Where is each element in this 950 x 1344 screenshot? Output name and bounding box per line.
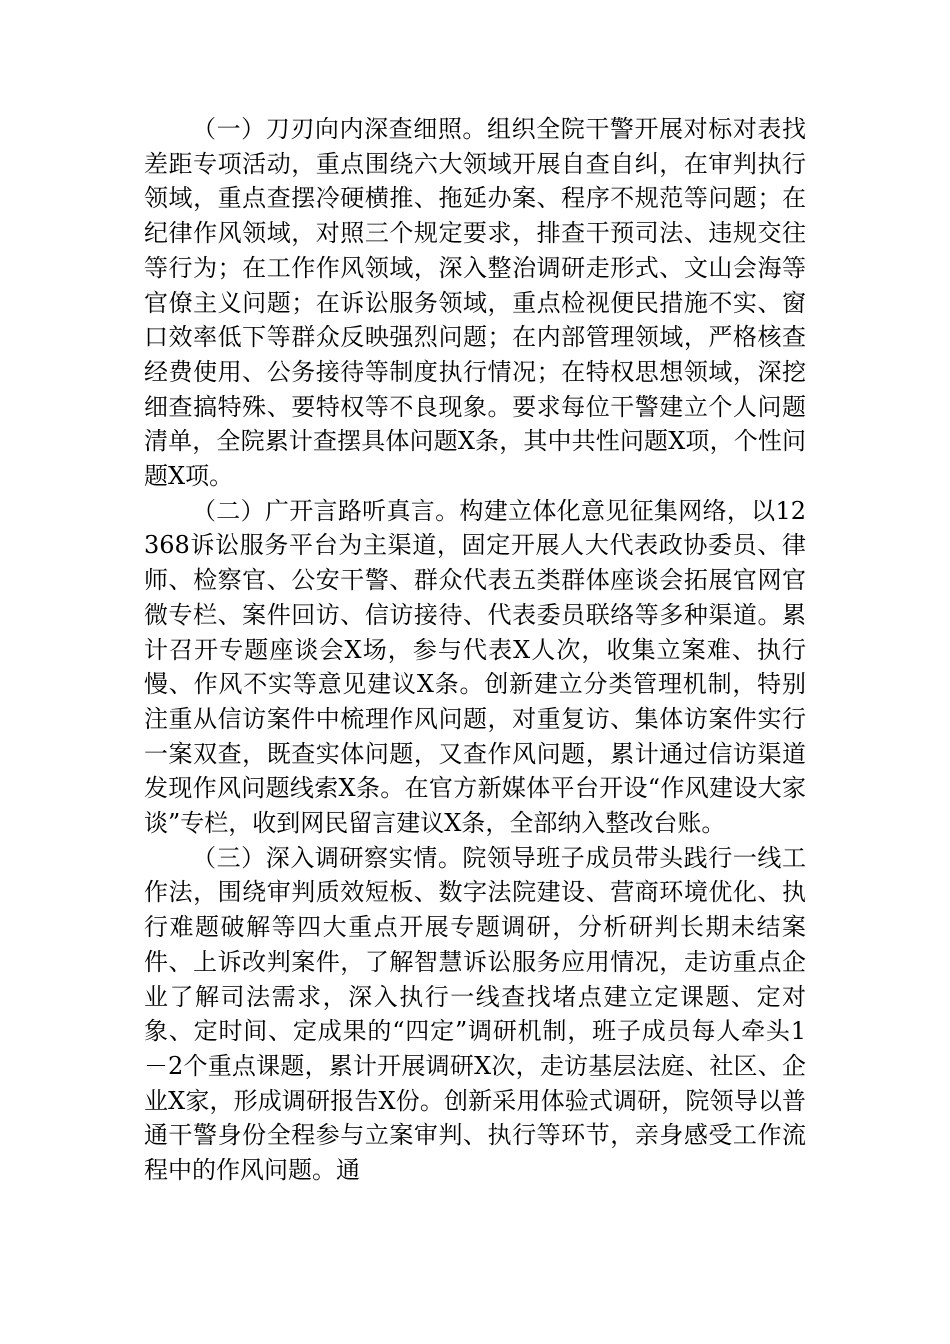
- paragraph-3: （三）深入调研察实情。院领导班子成员带头践行一线工作法，围绕审判质效短板、数字法院建设、营商环境优化、执行难题破解等四大重点开展专题调研，分析研判长期未结案件、上诉改判案件，了解智慧诉讼服务应用情况，走访重点企业了解司法需求，深入执行一线查找堵点建立定课题、定对象、定时间、定成果的“四定”调研机制，班子成员每人牵头1－2个重点课题，累计开展调研X次，走访基层法庭、社区、企业X家，形成调研报告X份。创新采用体验式调研，院领导以普通干警身份全程参与立案审判、执行等环节，亲身感受工作流程中的作风问题。通: [144, 843, 806, 1185]
- paragraph-2: （二）广开言路听真言。构建立体化意见征集网络，以12368诉讼服务平台为主渠道，固定开展人大代表政协委员、律师、检察官、公安干警、群众代表五类群体座谈会拓展官网官微专栏、案件回访、信访接待、代表委员联络等多种渠道。累计召开专题座谈会X场，参与代表X人次，收集立案难、执行慢、作风不实等意见建议X条。创新建立分类管理机制，特别注重从信访案件中梳理作风问题，对重复访、集体访案件实行一案双查，既查实体问题，又查作风问题，累计通过信访渠道发现作风问题线索X条。在官方新媒体平台开设“作风建设大家谈”专栏，收到网民留言建议X条，全部纳入整改台账。: [144, 496, 806, 838]
- document-body: [144, 112, 806, 1188]
- paragraph-1: （一）刀刃向内深查细照。组织全院干警开展对标对表找差距专项活动，重点围绕六大领域开展自查自纠，在审判执行领域，重点查摆冷硬横推、拖延办案、程序不规范等问题；在纪律作风领域，对照三个规定要求，排查干预司法、违规交往等行为；在工作作风领域，深入整治调研走形式、文山会海等官僚主义问题；在诉讼服务领域，重点检视便民措施不实、窗口效率低下等群众反映强烈问题；在内部管理领域，严格核查经费使用、公务接待等制度执行情况；在特权思想领域，深挖细查搞特殊、要特权等不良现象。要求每位干警建立个人问题清单，全院累计查摆具体问题X条，其中共性问题X项，个性问题X项。: [144, 115, 806, 491]
